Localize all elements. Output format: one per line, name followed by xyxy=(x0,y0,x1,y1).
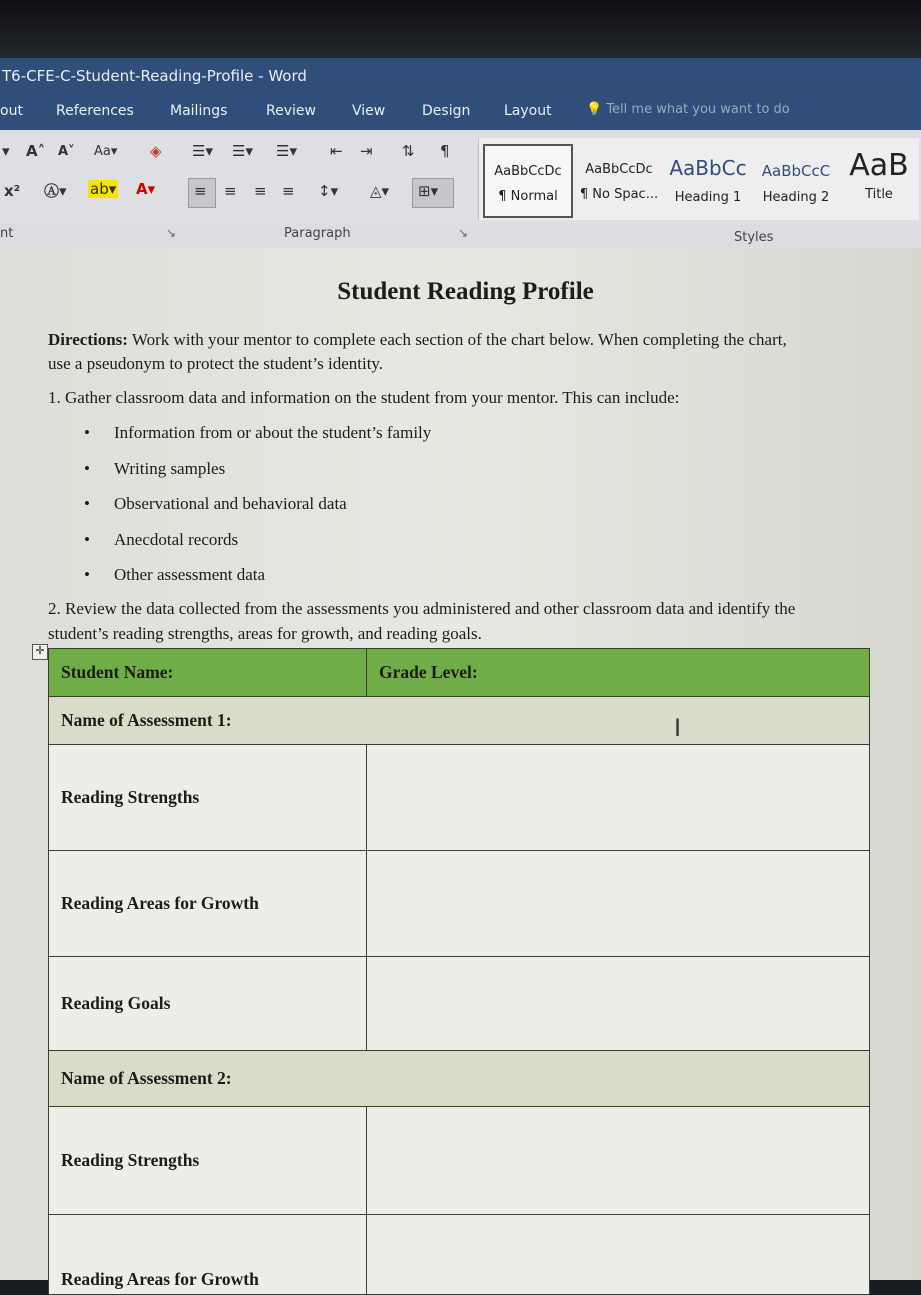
reading-growth-2-input[interactable] xyxy=(367,1215,870,1295)
align-right-icon[interactable]: ≡ xyxy=(254,182,267,200)
directions-paragraph xyxy=(48,328,798,376)
reading-strengths-input[interactable] xyxy=(367,745,870,851)
align-center-icon[interactable]: ≡ xyxy=(224,182,237,200)
shading-icon[interactable]: ◬▾ xyxy=(370,182,390,200)
bullets-icon[interactable]: ☰▾ xyxy=(192,142,213,160)
justify-icon[interactable]: ≡ xyxy=(282,182,295,200)
table-row xyxy=(49,745,870,851)
instruction-1: 1. Gather classroom data and information on the student from your mentor. This can include: xyxy=(48,388,680,407)
table-row xyxy=(49,1215,870,1295)
increase-indent-icon[interactable]: ⇥ xyxy=(360,142,373,160)
table-row xyxy=(49,1051,870,1107)
font-group-label: nt xyxy=(0,226,14,241)
directions-label: Directions: xyxy=(48,330,128,349)
lightbulb-icon: 💡 xyxy=(586,102,603,117)
shrink-font-icon[interactable]: A˅ xyxy=(58,144,75,159)
reading-strengths-2-label: Reading Strengths xyxy=(49,1107,367,1215)
reading-profile-table xyxy=(48,648,870,1295)
change-case-icon[interactable]: Aa▾ xyxy=(94,144,118,159)
style-name: Heading 1 xyxy=(674,190,742,205)
ribbon-tabs xyxy=(0,94,921,130)
page-title: Student Reading Profile xyxy=(337,278,594,305)
style-name: Heading 2 xyxy=(762,190,830,205)
ribbon-panel xyxy=(0,130,921,231)
list-item: • Observational and behavioral data xyxy=(84,494,347,513)
reading-growth-input[interactable] xyxy=(367,851,870,957)
reading-goals-input[interactable] xyxy=(367,957,870,1051)
tab-view[interactable]: View xyxy=(352,103,386,119)
window-titlebar xyxy=(0,58,921,94)
font-size-dropdown-icon[interactable]: ▾ xyxy=(2,142,10,160)
directions-text: Work with your mentor to complete each section of the chart below. When completing the chart, use a pseudonym to protect the student’s identity. xyxy=(48,330,787,373)
style-preview: AaBbCcDc xyxy=(494,164,562,179)
clear-formatting-icon[interactable]: ◈ xyxy=(150,142,162,160)
reading-goals-label: Reading Goals xyxy=(49,957,367,1051)
highlight-color-icon[interactable]: ab▾ xyxy=(90,180,117,198)
table-row xyxy=(49,957,870,1051)
reading-strengths-2-input[interactable] xyxy=(367,1107,870,1215)
table-move-handle-icon[interactable]: ✛ xyxy=(32,644,48,660)
decrease-indent-icon[interactable]: ⇤ xyxy=(330,142,343,160)
line-spacing-icon[interactable]: ↕▾ xyxy=(318,182,339,200)
tab-review[interactable]: Review xyxy=(266,103,316,119)
style-name: Title xyxy=(865,187,893,202)
instruction-2: 2. Review the data collected from the assessments you administered and other classroom data and identify the student’s reading strengths, areas for growth, and reading goals. xyxy=(48,599,796,643)
student-name-cell[interactable]: Student Name: xyxy=(49,649,367,697)
screen-bezel xyxy=(0,0,921,58)
tab-mailings[interactable]: Mailings xyxy=(170,103,228,119)
text-effects-icon[interactable]: Ⓐ▾ xyxy=(44,182,67,200)
show-formatting-icon[interactable]: ¶ xyxy=(440,142,450,160)
style-preview: AaBbCcC xyxy=(761,162,831,180)
reading-strengths-label: Reading Strengths xyxy=(49,745,367,851)
style-name: ¶ Normal xyxy=(498,189,558,204)
tell-me-text: Tell me what you want to do xyxy=(606,102,790,117)
tell-me-box[interactable] xyxy=(586,102,790,117)
styles-group-label: Styles xyxy=(734,230,774,245)
style-title[interactable] xyxy=(841,144,917,214)
style-normal[interactable] xyxy=(483,144,573,218)
table-row xyxy=(49,697,870,745)
font-color-icon[interactable]: A▾ xyxy=(136,180,156,198)
window-title: T6-CFE-C-Student-Reading-Profile - Word xyxy=(2,67,307,85)
list-item: • Other assessment data xyxy=(84,565,266,584)
tab-layout[interactable]: Layout xyxy=(504,103,552,119)
style-heading-2[interactable] xyxy=(753,144,839,214)
assessment-1-cell[interactable]: Name of Assessment 1: xyxy=(49,697,870,745)
tab-references[interactable]: References xyxy=(56,103,134,119)
superscript-icon[interactable]: x² xyxy=(4,182,21,200)
list-item: • Anecdotal records xyxy=(84,529,239,549)
sort-icon[interactable]: ⇅ xyxy=(402,142,415,160)
align-left-icon: ≡ xyxy=(194,182,207,200)
assessment-2-cell[interactable]: Name of Assessment 2: xyxy=(49,1051,870,1107)
style-no-spacing[interactable] xyxy=(575,144,663,214)
grade-level-cell[interactable]: Grade Level: xyxy=(367,649,870,697)
style-preview: AaB xyxy=(849,148,909,183)
bullet-list xyxy=(84,423,431,601)
reading-growth-label: Reading Areas for Growth xyxy=(49,851,367,957)
style-preview: AaBbCc xyxy=(669,156,747,180)
grow-font-icon[interactable]: A˄ xyxy=(26,142,46,160)
multilevel-list-icon[interactable]: ☰▾ xyxy=(276,142,297,160)
numbering-icon[interactable]: ☰▾ xyxy=(232,142,253,160)
reading-growth-2-label: Reading Areas for Growth xyxy=(49,1215,367,1295)
table-row xyxy=(49,851,870,957)
font-dialog-launcher-icon[interactable]: ↘ xyxy=(166,226,177,240)
paragraph-dialog-launcher-icon[interactable]: ↘ xyxy=(458,226,469,240)
list-item: • Information from or about the student’s family xyxy=(84,423,432,442)
tab-layout-partial[interactable]: out xyxy=(0,103,23,119)
style-name: ¶ No Spac... xyxy=(579,187,659,202)
table-row xyxy=(49,649,870,697)
list-item: • Writing samples xyxy=(84,458,226,478)
borders-icon: ⊞▾ xyxy=(418,182,439,200)
style-preview: AaBbCcDc xyxy=(585,162,653,177)
text-cursor-icon: I xyxy=(674,714,682,742)
paragraph-group-label: Paragraph xyxy=(284,226,351,241)
styles-gallery xyxy=(478,138,919,220)
tab-design[interactable]: Design xyxy=(422,103,471,119)
document-page[interactable] xyxy=(0,248,921,1289)
table-row xyxy=(49,1107,870,1215)
ribbon-group-labels xyxy=(0,224,921,249)
style-heading-1[interactable] xyxy=(665,144,751,214)
